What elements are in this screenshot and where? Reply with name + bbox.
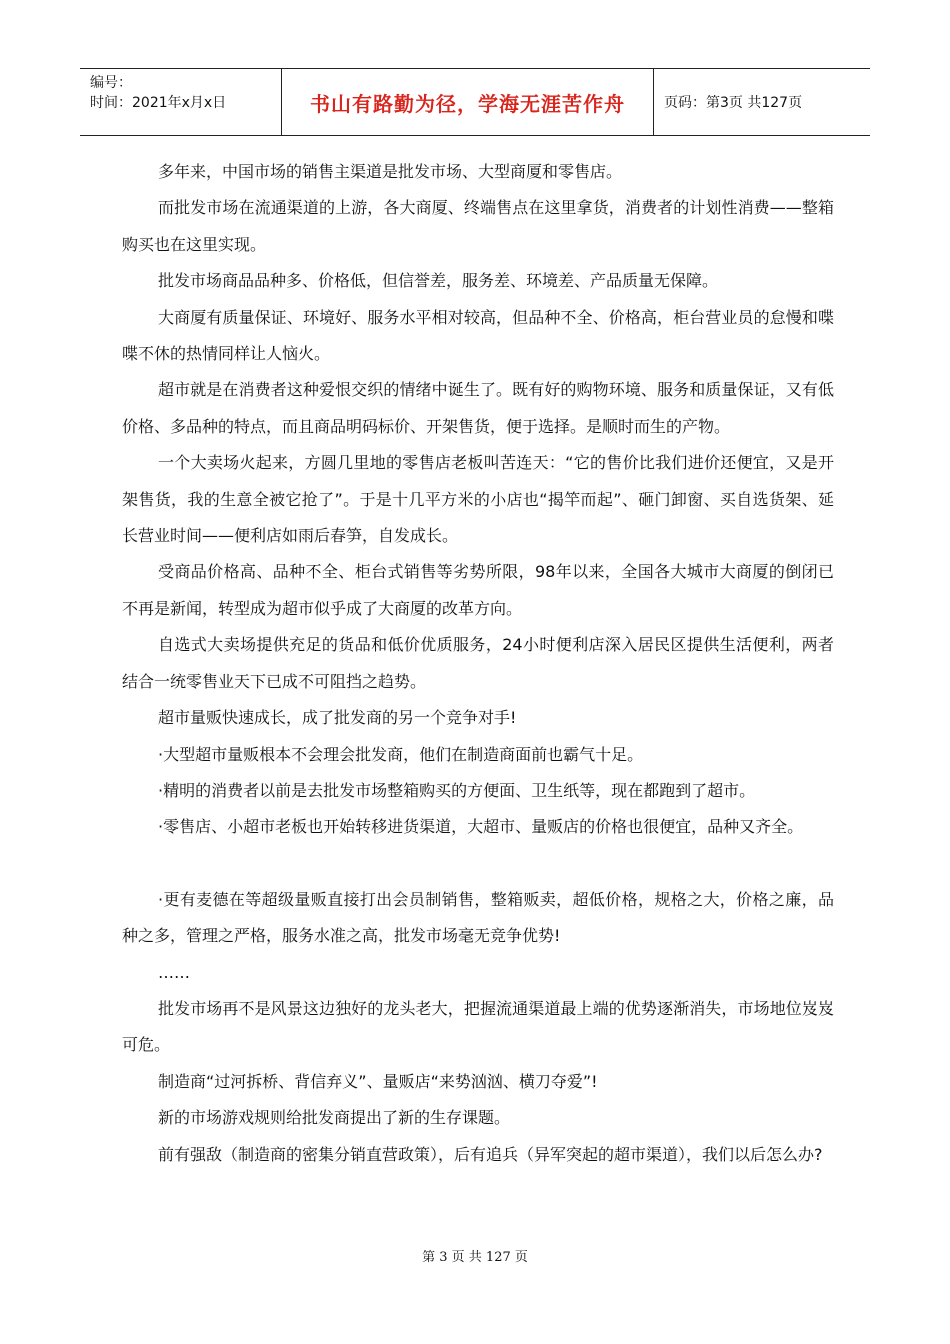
- paragraph: 自选式大卖场提供充足的货品和低价优质服务，24小时便利店深入居民区提供生活便利，两者结合一统零售业天下已成不可阻挡之趋势。: [122, 635, 834, 691]
- document-body: [122, 154, 834, 1173]
- paragraph: 新的市场游戏规则给批发商提出了新的生存课题。: [158, 1108, 511, 1128]
- header-page-info: 页码：第3页 共127页: [664, 95, 803, 111]
- page-header: [80, 68, 870, 136]
- paragraph: 超市就是在消费者这种爱恨交织的情绪中诞生了。既有好的购物环境、服务和质量保证，又有低价格、多品种的特点，而且商品明码标价、开架售货，便于选择。是顺时而生的产物。: [122, 380, 834, 436]
- bullet-item: ·精明的消费者以前是去批发市场整箱购买的方便面、卫生纸等，现在都跑到了超市。: [158, 780, 756, 800]
- header-motto-cell: [282, 69, 654, 135]
- paragraph: 多年来，中国市场的销售主渠道是批发市场、大型商厦和零售店。: [158, 162, 623, 181]
- page-footer: [0, 1246, 950, 1265]
- paragraph: 大商厦有质量保证、环境好、服务水平相对较高，但品种不全、价格高，柜台营业员的怠慢和喋喋不休的热情同样让人恼火。: [122, 307, 834, 364]
- header-page-info-cell: [654, 69, 870, 135]
- header-motto: 书山有路勤为径，学海无涯苦作舟: [310, 91, 625, 116]
- paragraph: 前有强敌（制造商的密集分销直营政策），后有追兵（异军突起的超市渠道），我们以后怎么办?: [158, 1144, 823, 1164]
- footer-page-number: 第 3 页 共 127 页: [422, 1250, 528, 1265]
- paragraph: 批发市场再不是风景这边独好的龙头老大，把握流通渠道最上端的优势逐渐消失，市场地位岌岌可危。: [122, 998, 834, 1055]
- paragraph: 而批发市场在流通渠道的上游，各大商厦、终端售点在这里拿货，消费者的计划性消费——整箱购买也在这里实现。: [122, 198, 834, 254]
- document-number-label: 编号：: [90, 75, 132, 91]
- ellipsis: ……: [158, 962, 190, 982]
- paragraph: 一个大卖场火起来，方圆几里地的零售店老板叫苦连天：“它的售价比我们进价还便宜，又是开架售货，我的生意全被它抢了”。于是十几平方米的小店也“揭竿而起”、砸门卸窗、买自选货架、延长营业时间——便利店如雨后春笋，自发成长。: [122, 453, 834, 546]
- paragraph: 批发市场商品品种多、价格低，但信誉差，服务差、环境差、产品质量无保障。: [158, 271, 719, 291]
- bullet-item: ·更有麦德在等超级量贩直接打出会员制销售，整箱贩卖，超低价格，规格之大，价格之廉，品种之多，管理之严格，服务水准之高，批发市场毫无竞争优势!: [122, 889, 834, 946]
- document-time-label: 时间：2021年x月x日: [90, 95, 227, 111]
- bullet-item: ·零售店、小超市老板也开始转移进货渠道，大超市、量贩店的价格也很便宜，品种又齐全。: [158, 817, 804, 837]
- paragraph: 超市量贩快速成长，成了批发商的另一个竞争对手!: [158, 708, 517, 728]
- bullet-item: ·大型超市量贩根本不会理会批发商，他们在制造商面前也霸气十足。: [158, 744, 644, 764]
- header-meta: [80, 69, 282, 135]
- paragraph: 受商品价格高、品种不全、柜台式销售等劣势所限，98年以来，全国各大城市大商厦的倒闭已不再是新闻，转型成为超市似乎成了大商厦的改革方向。: [122, 562, 834, 618]
- paragraph: 制造商“过河拆桥、背信弃义”、量贩店“来势汹汹、横刀夺爱”!: [158, 1071, 598, 1091]
